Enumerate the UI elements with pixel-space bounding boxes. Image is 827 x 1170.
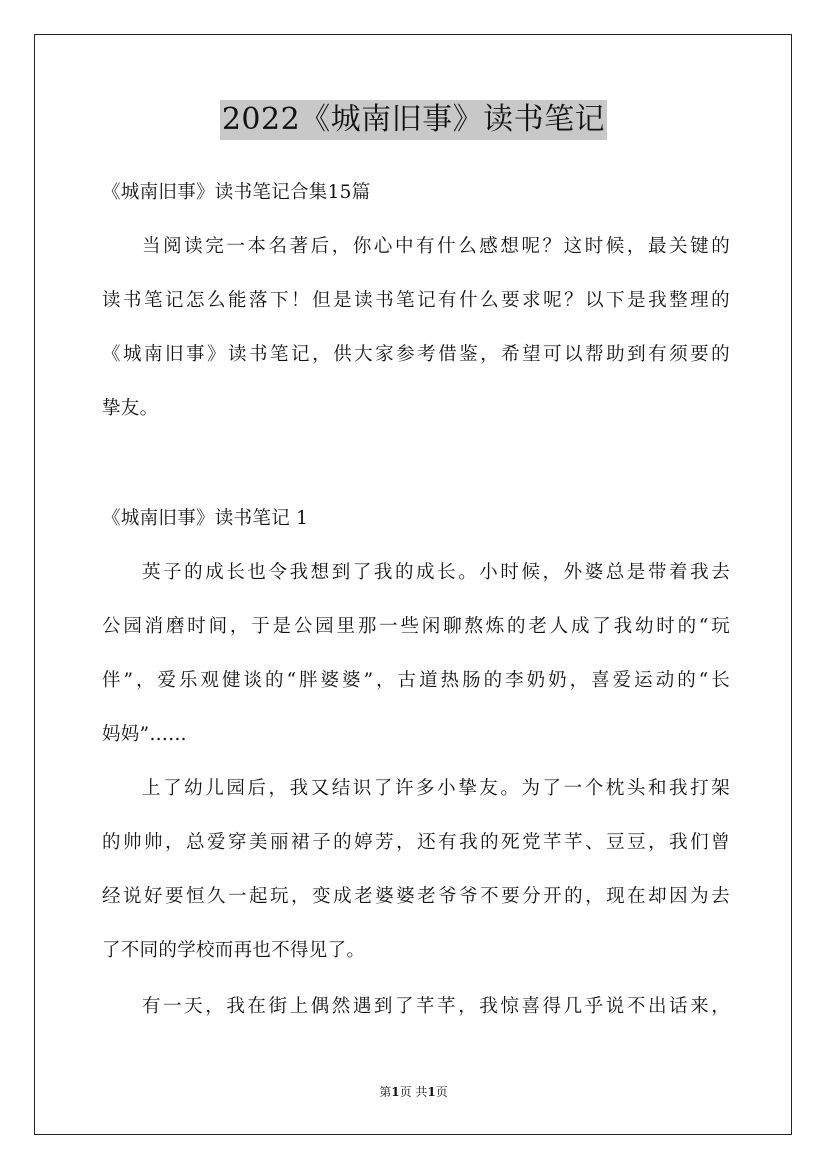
footer-page-suffix: 页	[435, 1085, 448, 1099]
paragraph-line: 伴”，爱乐观健谈的“胖婆婆”，古道热肠的李奶奶，喜爱运动的“长	[102, 670, 730, 691]
footer-page-number: 1	[391, 1085, 400, 1099]
paragraph-line: 经说好要恒久一起玩，变成老婆婆老爷爷不要分开的，现在却因为去	[102, 886, 730, 907]
intro-line: 当阅读完一本名著后，你心中有什么感想呢？这时候，最关键的	[142, 236, 730, 257]
paragraph-line: 公园消磨时间，于是公园里那一些闲聊熬炼的老人成了我幼时的“玩	[102, 616, 730, 637]
intro-line: 读书笔记怎么能落下！但是读书笔记有什么要求呢？以下是我整理的	[102, 290, 730, 311]
paragraph-line: 妈妈”……	[102, 724, 187, 745]
section-heading: 《城南旧事》读书笔记 1	[102, 508, 309, 529]
intro-line: 《城南旧事》读书笔记，供大家参考借鉴，希望可以帮助到有须要的	[102, 344, 730, 365]
subtitle: 《城南旧事》读书笔记合集15篇	[102, 182, 371, 203]
intro-line: 挚友。	[102, 398, 159, 419]
footer-total-pages: 1	[427, 1085, 436, 1099]
page-footer	[0, 1083, 827, 1100]
paragraph-line: 了不同的学校而再也不得见了。	[102, 940, 366, 961]
paragraph-line: 的帅帅，总爱穿美丽裙子的婷芳，还有我的死党芊芊、豆豆，我们曾	[102, 832, 730, 853]
title-wrapper	[0, 100, 827, 140]
paragraph-line: 上了幼儿园后，我又结识了许多小挚友。为了一个枕头和我打架	[142, 778, 730, 799]
paragraph-line: 英子的成长也令我想到了我的成长。小时候，外婆总是带着我去	[142, 562, 730, 583]
paragraph-line: 有一天，我在街上偶然遇到了芊芊，我惊喜得几乎说不出话来，	[142, 996, 730, 1017]
footer-page-mid: 页 共	[399, 1085, 428, 1099]
document-title: 2022《城南旧事》读书笔记	[220, 100, 607, 140]
footer-page-prefix: 第	[379, 1085, 392, 1099]
